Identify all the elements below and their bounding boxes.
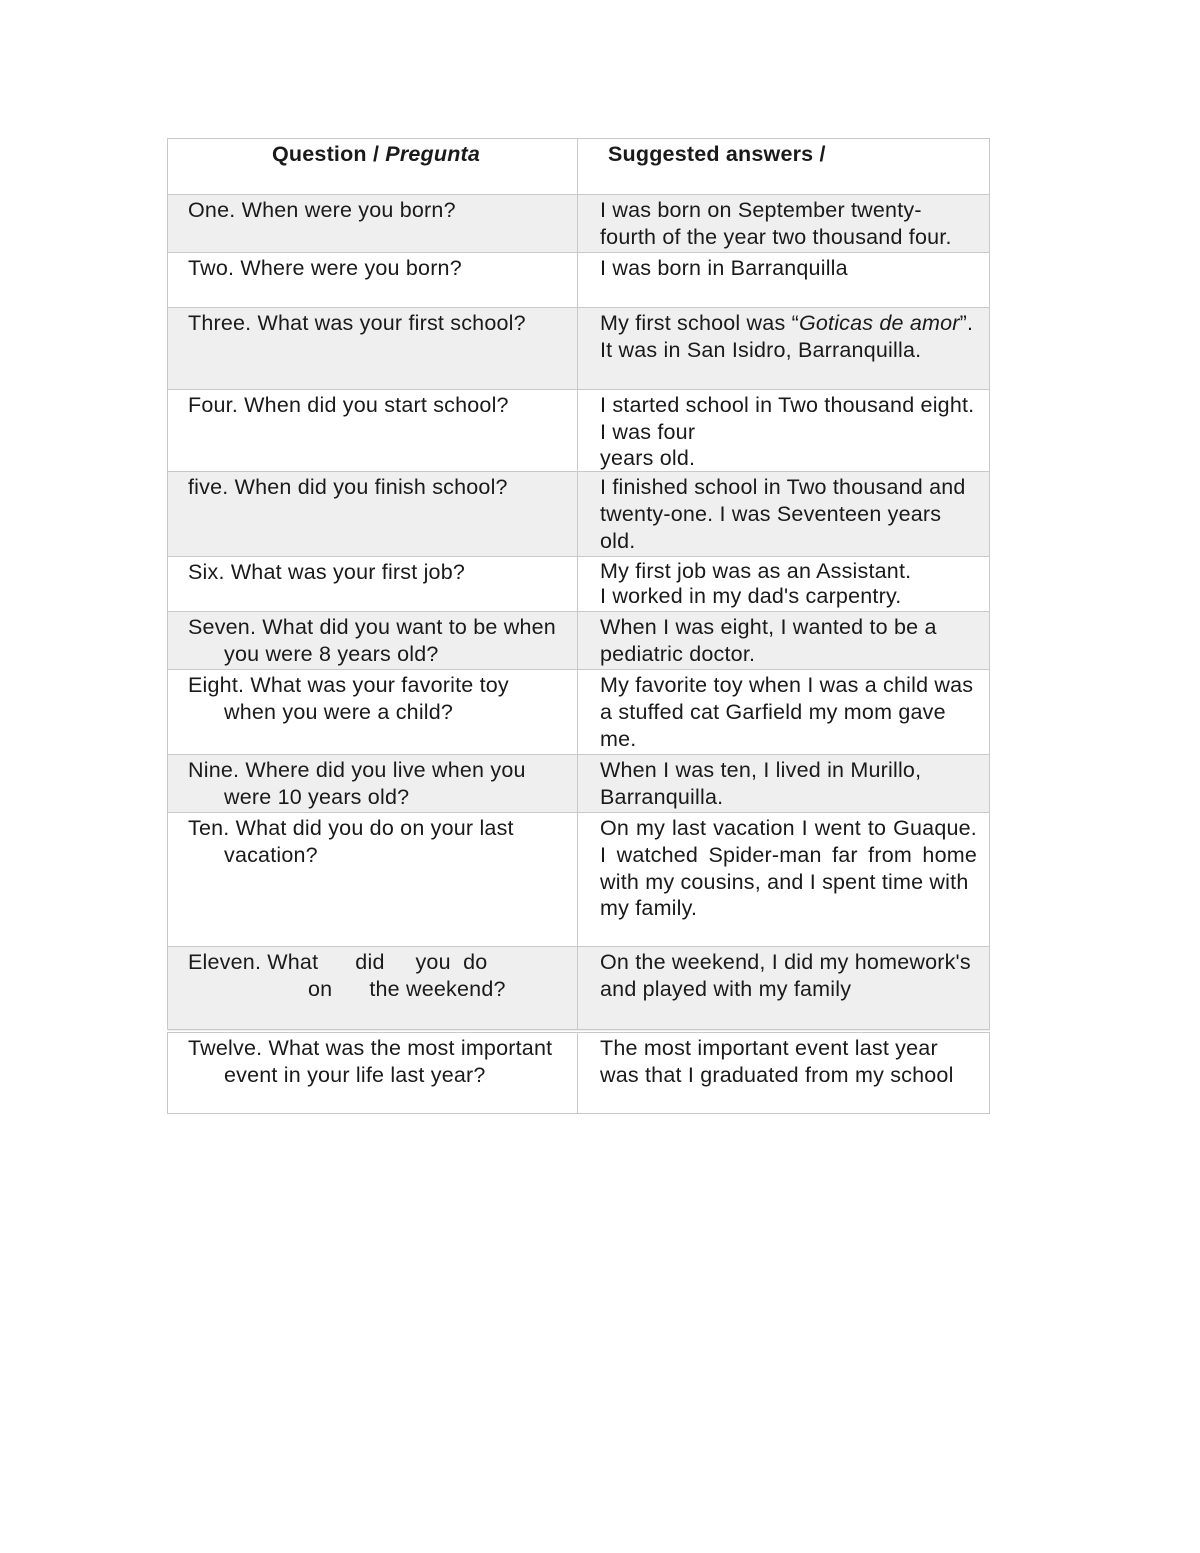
question-text: Eight. What was your favorite toy when you were a child? xyxy=(188,673,509,724)
answer-column-header: Suggested answers / xyxy=(578,139,990,195)
question-cell xyxy=(168,670,578,755)
answer-line: On my last vacation I went to Guaque. I watched Spider-man far from home with my cousins, and I spent time with xyxy=(600,816,977,894)
question-column-header xyxy=(168,139,578,195)
question-cell: five. When did you finish school? xyxy=(168,472,578,557)
question-line: on the weekend? xyxy=(308,977,506,1001)
answer-cell xyxy=(578,813,990,947)
question-cell: Three. What was your first school? xyxy=(168,308,578,390)
question-line: Eleven. What did you do xyxy=(188,950,488,974)
table-row xyxy=(168,755,990,813)
table-row xyxy=(168,670,990,755)
answer-line: I started school in Two thousand eight. I was four xyxy=(600,393,975,444)
question-cell xyxy=(168,612,578,670)
question-text: Seven. What did you want to be when you were 8 years old? xyxy=(188,615,556,666)
answer-text: My first school was “ xyxy=(600,311,799,335)
answer-cell: I was born in Barranquilla xyxy=(578,253,990,308)
table-row xyxy=(168,947,990,1031)
school-name: Goticas de amor xyxy=(798,311,960,335)
question-cell: Six. What was your first job? xyxy=(168,557,578,612)
answer-cell xyxy=(578,390,990,472)
answer-cell: When I was ten, I lived in Murillo, Barranquilla. xyxy=(578,755,990,813)
question-cell xyxy=(168,755,578,813)
qa-table xyxy=(167,138,990,1114)
answer-line: years old. xyxy=(600,446,696,470)
answer-cell: My favorite toy when I was a child was a stuffed cat Garfield my mom gave me. xyxy=(578,670,990,755)
question-cell xyxy=(168,1031,578,1114)
question-cell: Four. When did you start school? xyxy=(168,390,578,472)
question-cell xyxy=(168,947,578,1031)
question-text: Twelve. What was the most important event in your life last year? xyxy=(188,1035,553,1087)
answer-text: ”. It was in San Isidro, Barranquilla. xyxy=(600,311,974,362)
table-row xyxy=(168,813,990,947)
table-row xyxy=(168,390,990,472)
question-cell: Two. Where were you born? xyxy=(168,253,578,308)
question-cell xyxy=(168,813,578,947)
table-row xyxy=(168,253,990,308)
question-cell: One. When were you born? xyxy=(168,195,578,253)
question-text: Nine. Where did you live when you were 10 years old? xyxy=(188,758,526,809)
table-row xyxy=(168,1031,990,1114)
table-header-row xyxy=(168,139,990,195)
answer-cell xyxy=(578,308,990,390)
answer-line: My first job was as an Assistant. xyxy=(600,559,912,583)
table-row xyxy=(168,557,990,612)
answer-cell: I finished school in Two thousand and twenty-one. I was Seventeen years old. xyxy=(578,472,990,557)
table-row xyxy=(168,195,990,253)
question-header-italic: Pregunta xyxy=(385,142,481,166)
answer-cell: When I was eight, I wanted to be a pediatric doctor. xyxy=(578,612,990,670)
table-row xyxy=(168,612,990,670)
answer-cell: On the weekend, I did my homework's and played with my family xyxy=(578,947,990,1031)
question-header-label: Question / xyxy=(272,142,386,166)
answer-line: my family. xyxy=(600,896,698,920)
table-row xyxy=(168,308,990,390)
table-row xyxy=(168,472,990,557)
answer-line: I worked in my dad's carpentry. xyxy=(600,584,902,608)
answer-cell: I was born on September twenty-fourth of the year two thousand four. xyxy=(578,195,990,253)
question-text: Ten. What did you do on your last vacation? xyxy=(188,816,514,867)
answer-cell: The most important event last year was that I graduated from my school xyxy=(578,1031,990,1114)
answer-cell xyxy=(578,557,990,612)
